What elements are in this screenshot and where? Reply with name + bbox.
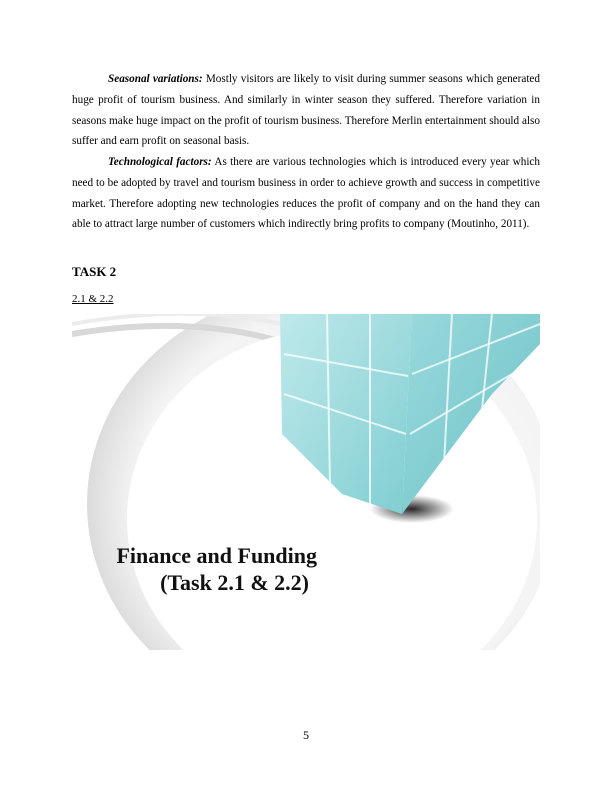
paragraph-text: As there are various technologies which is introduced every year which need to be adopted by travel and tourism business in order to achieve growth and success in competitive market. Therefore adopting new technologies reduces the profit of company and on the hand they can able to attract large number of customers which indirectly bring profits to company (Moutinho, 2011). [72,156,540,231]
page-number: 5 [303,728,309,742]
cube-illustration [72,314,540,650]
figure-title-line-2: (Task 2.1 & 2.2) [160,570,309,595]
task-heading: TASK 2 [72,264,117,279]
paragraph-seasonal-variations [72,69,540,152]
sub-heading: 2.1 & 2.2 [72,293,114,305]
paragraph-technological-factors [72,152,540,235]
cover-figure [72,314,540,650]
figure-title [72,542,317,596]
paragraph-lead: Technological factors: [108,156,212,168]
figure-title-line-1: Finance and Funding [116,543,317,568]
paragraph-text: Mostly visitors are likely to visit during summer seasons which generated huge profit of tourism business. And similarly in winter season they suffered. Therefore variation in seasons make huge impact on the profit of tourism business. Therefore Merlin entertainment should also suffer and earn profit on seasonal basis. [72,73,540,148]
paragraph-lead: Seasonal variations: [108,73,203,85]
